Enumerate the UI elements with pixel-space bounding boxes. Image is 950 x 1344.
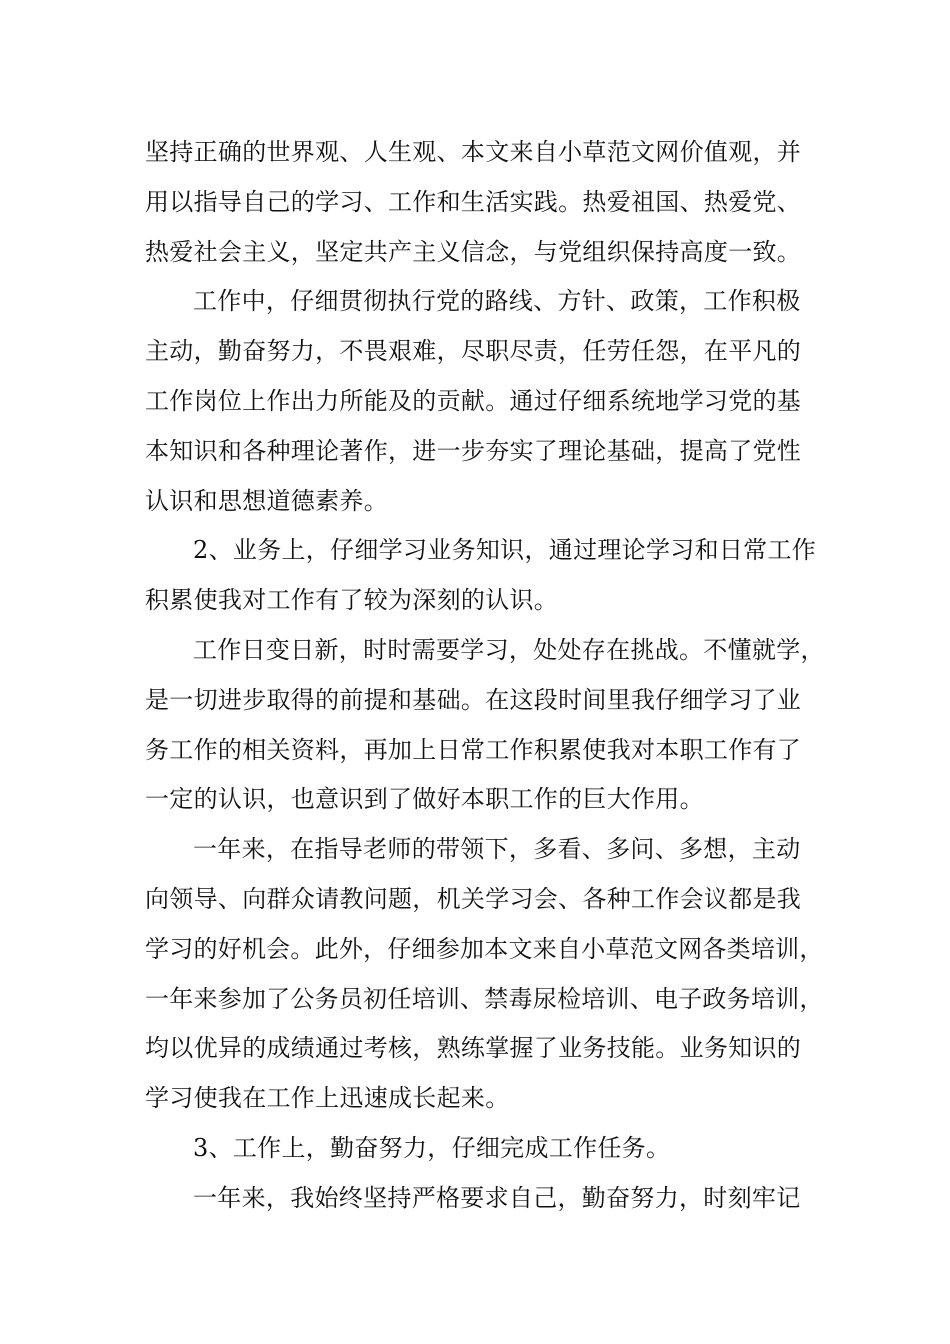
document-body	[145, 128, 825, 1224]
text-line: 坚持正确的世界观、人生观、本文来自小草范文网价值观，并	[145, 138, 802, 166]
text-line: 一年来，在指导老师的带领下，多看、多问、多想，主动	[193, 835, 801, 864]
text-line: 一定的认识，也意识到了做好本职工作的巨大作用。	[145, 785, 704, 814]
text-line: 2、业务上，仔细学习业务知识，通过理论学习和日常工作	[193, 536, 817, 565]
text-line: 主动，勤奋努力，不畏艰难，尽职尽责，任劳任怨，在平凡的	[145, 337, 802, 366]
text-line: 一年来，我始终坚持严格要求自己，勤奋努力，时刻牢记	[193, 1183, 801, 1212]
text-line: 学习的好机会。此外，仔细参加本文来自小草范文网各类培训，	[145, 934, 824, 963]
text-line: 3、工作上，勤奋努力，仔细完成工作任务。	[193, 1133, 671, 1162]
text-line: 均以优异的成绩通过考核，熟练掌握了业务技能。业务知识的	[145, 1034, 802, 1063]
text-line: 一年来参加了公务员初任培训、禁毒尿检培训、电子政务培训，	[145, 984, 824, 1013]
text-line: 积累使我对工作有了较为深刻的认识。	[145, 586, 559, 615]
text-line: 是一切进步取得的前提和基础。在这段时间里我仔细学习了业	[145, 685, 802, 714]
text-line: 工作日变日新，时时需要学习，处处存在挑战。不懂就学，	[193, 635, 825, 664]
text-line: 认识和思想道德素养。	[145, 486, 388, 515]
text-line: 学习使我在工作上迅速成长起来。	[145, 1084, 510, 1113]
text-line: 工作中，仔细贯彻执行党的路线、方针、政策，工作积极	[193, 287, 801, 316]
text-line: 用以指导自己的学习、工作和生活实践。热爱祖国、热爱党、	[145, 187, 802, 216]
text-line: 务工作的相关资料，再加上日常工作积累使我对本职工作有了	[145, 735, 802, 764]
text-line: 本知识和各种理论著作，进一步夯实了理论基础，提高了党性	[145, 436, 802, 465]
text-line: 向领导、向群众请教问题，机关学习会、各种工作会议都是我	[145, 884, 802, 913]
text-line: 工作岗位上作出力所能及的贡献。通过仔细系统地学习党的基	[145, 386, 802, 415]
text-line: 热爱社会主义，坚定共产主义信念，与党组织保持高度一致。	[145, 237, 802, 266]
